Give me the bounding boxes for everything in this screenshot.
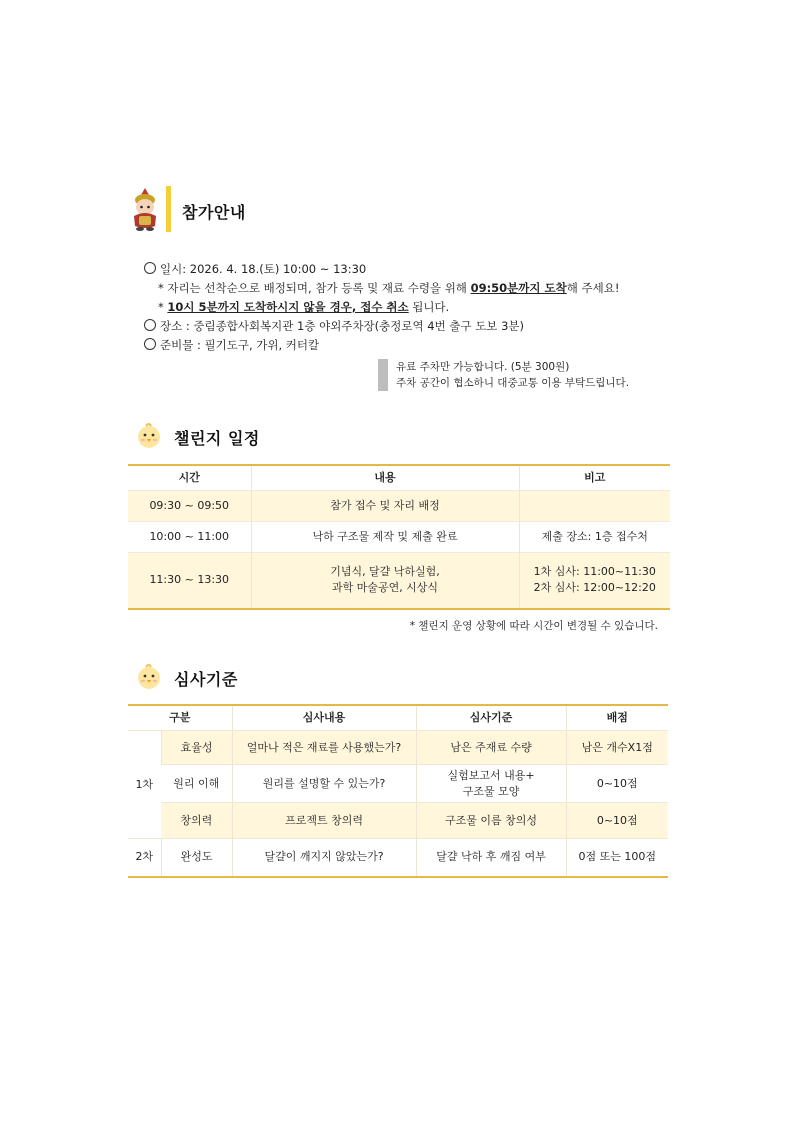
schedule-table <box>128 464 670 610</box>
header-note: 비고 <box>519 465 670 491</box>
chick-icon <box>134 661 164 691</box>
bullet-circle-icon <box>144 319 156 331</box>
bullet-circle-icon <box>144 338 156 350</box>
table-row: 원리 이해 원리를 설명할 수 있는가? 실험보고서 내용+ 구조물 모양 0~10점 <box>128 765 668 803</box>
table-header-row <box>128 705 668 731</box>
header-score: 배점 <box>566 705 668 731</box>
table-row: 10:00 ~ 11:00 낙하 구조물 제작 및 제출 완료 제출 장소: 1층 접수처 <box>128 522 670 553</box>
table-row: 11:30 ~ 13:30 기념식, 달걀 낙하실험, 과학 마술공연, 시상식 1차 심사: 11:00~11:30 2차 심사: 12:00~12:20 <box>128 553 670 609</box>
warrior-mascot-icon <box>128 186 162 232</box>
chick-icon <box>134 420 164 450</box>
bullet-circle-icon <box>144 262 156 274</box>
table-row: 09:30 ~ 09:50 참가 접수 및 자리 배정 <box>128 491 670 522</box>
info-datetime: 일시: 2026. 4. 18.(토) 10:00 ~ 13:30 <box>144 260 366 278</box>
schedule-footnote: * 챌린지 운영 상황에 따라 시간이 변경될 수 있습니다. <box>409 620 658 632</box>
parking-note: 유료 주차만 가능합니다. (5분 300원) 주차 공간이 협소하니 대중교통 이용 부탁드립니다. <box>378 359 629 391</box>
table-row: 2차 완성도 달걀이 깨지지 않았는가? 달걀 낙하 후 깨짐 여부 0점 또는 100점 <box>128 839 668 877</box>
section-title-criteria: 심사기준 <box>174 670 238 689</box>
header-content: 심사내용 <box>232 705 416 731</box>
header-content: 내용 <box>251 465 519 491</box>
round-label: 1차 <box>128 731 161 839</box>
info-note-arrival: * 자리는 선착순으로 배정되며, 참가 등록 및 재료 수령을 위해 09:50분까지 도착해 주세요! <box>158 281 620 295</box>
info-note-cancel: * 10시 5분까지 도착하시지 않을 경우, 접수 취소 됩니다. <box>158 300 450 314</box>
header-category: 구분 <box>169 711 191 724</box>
section-title-participation: 참가안내 <box>182 203 246 222</box>
table-header-row <box>128 465 670 491</box>
info-place: 장소 : 중림종합사회복지관 1층 야외주차장(충정로역 4번 출구 도보 3분) <box>144 317 524 335</box>
info-supplies: 준비물 : 필기도구, 가위, 커터칼 <box>144 336 319 354</box>
header-standard: 심사기준 <box>416 705 566 731</box>
section-title-schedule: 챌린지 일정 <box>174 429 260 448</box>
header-time: 시간 <box>178 471 200 484</box>
criteria-table <box>128 704 668 878</box>
table-row: 1차 효율성 얼마나 적은 재료를 사용했는가? 남은 주재료 수량 남은 개수X1점 <box>128 731 668 765</box>
round-label: 2차 <box>128 839 161 877</box>
table-row: 창의력 프로젝트 창의력 구조물 이름 창의성 0~10점 <box>128 803 668 839</box>
section-accent-bar <box>166 186 171 232</box>
